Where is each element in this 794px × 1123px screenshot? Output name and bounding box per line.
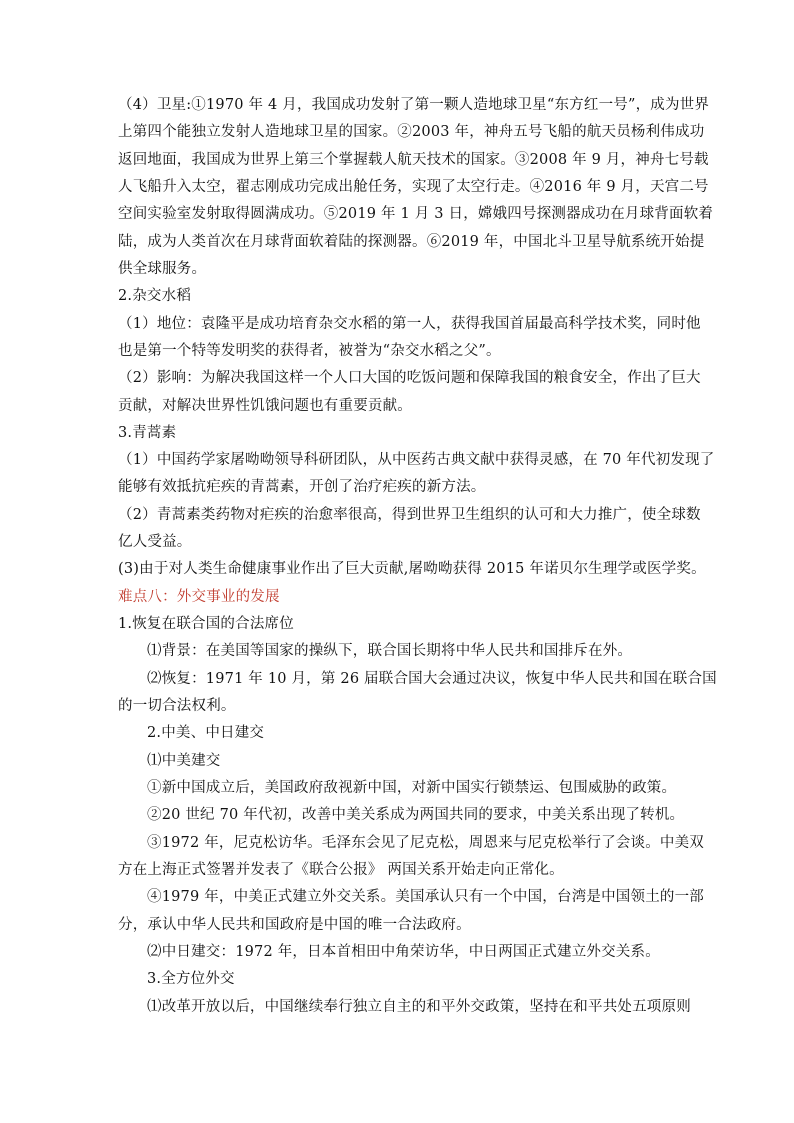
text-line: 方在上海正式签署并发表了《联合公报》 两国关系开始走向正常化。 <box>118 862 564 878</box>
text-line: 也是第一个特等发明奖的获得者，被誉为“杂交水稻之父”。 <box>118 343 501 359</box>
section-heading: 2.杂交水稻 <box>118 288 192 304</box>
text-line: ②20 世纪 70 年代初，改善中美关系成为两国共同的要求，中美关系出现了转机。 <box>147 807 685 823</box>
section-heading: 3.全方位外交 <box>147 971 235 987</box>
text-line: 上第四个能独立发射人造地球卫星的国家。②2003 年，神舟五号飞船的航天员杨利伟成功 <box>118 124 705 140</box>
text-line: 返回地面，我国成为世界上第三个掌握载人航天技术的国家。③2008 年 9 月，神舟七号载 <box>118 152 709 168</box>
text-line: 陆，成为人类首次在月球背面软着陆的探测器。⑥2019 年，中国北斗卫星导航系统开始提 <box>118 234 705 250</box>
text-line: ③1972 年，尼克松访华。毛泽东会见了尼克松，周恩来与尼克松举行了会谈。中美双 <box>147 835 705 851</box>
text-line: （2）影响：为解决我国这样一个人口大国的吃饭问题和保障我国的粮食安全，作出了巨大 <box>118 370 701 386</box>
text-line: ①新中国成立后，美国政府敌视新中国，对新中国实行锁禁运、包围威胁的政策。 <box>147 780 677 796</box>
section-heading: 1.恢复在联合国的合法席位 <box>118 616 294 632</box>
text-line: 的一切合法权利。 <box>118 698 236 714</box>
text-line: （2）青蒿素类药物对疟疾的治愈率很高，得到世界卫生组织的认可和大力推广，使全球数 <box>118 507 701 523</box>
section-heading: 2.中美、中日建交 <box>147 725 265 741</box>
text-line: ⑵恢复：1971 年 10 月，第 26 届联合国大会通过决议，恢复中华人民共和国在联合国 <box>147 671 717 687</box>
text-line: 空间实验室发射取得圆满成功。⑤2019 年 1 月 3 日，嫦娥四号探测器成功在月球背面软着 <box>118 206 714 222</box>
difficulty-heading: 难点八：外交事业的发展 <box>118 589 280 605</box>
text-line: ⑴背景：在美国等国家的操纵下，联合国长期将中华人民共和国排斥在外。 <box>147 643 633 659</box>
text-line: 供全球服务。 <box>118 261 207 277</box>
subsection-heading: ⑴中美建交 <box>147 753 221 769</box>
text-line: （4）卫星:①1970 年 4 月，我国成功发射了第一颗人造地球卫星“东方红一号”，成为世界 <box>118 97 710 113</box>
text-line: 人飞船升入太空，翟志刚成功完成出舱任务，实现了太空行走。④2016 年 9 月，天宫二号 <box>118 179 709 195</box>
text-line: ⑵中日建交：1972 年，日本首相田中角荣访华，中日两国正式建立外交关系。 <box>147 944 660 960</box>
text-line: 亿人受益。 <box>118 534 192 550</box>
text-line: （1）地位：袁隆平是成功培育杂交水稻的第一人，获得我国首届最高科学技术奖，同时他 <box>118 316 701 332</box>
text-line: 能够有效抵抗疟疾的青蒿素，开创了治疗疟疾的新方法。 <box>118 479 486 495</box>
text-line: ④1979 年，中美正式建立外交关系。美国承认只有一个中国，台湾是中国领土的一部 <box>147 889 705 905</box>
text-line: 分，承认中华人民共和国政府是中国的唯一合法政府。 <box>118 917 471 933</box>
text-line: 贡献，对解决世界性饥饿问题也有重要贡献。 <box>118 398 412 414</box>
text-line: (3)由于对人类生命健康事业作出了巨大贡献,屠呦呦获得 2015 年诺贝尔生理学或医学奖。 <box>118 561 706 577</box>
text-line: （1）中国药学家屠呦呦领导科研团队，从中医药古典文献中获得灵感，在 70 年代初发现了 <box>118 452 715 468</box>
text-line: ⑴改革开放以后，中国继续奉行独立自主的和平外交政策，坚持在和平共处五项原则 <box>147 999 691 1015</box>
section-heading: 3.青蒿素 <box>118 425 177 441</box>
